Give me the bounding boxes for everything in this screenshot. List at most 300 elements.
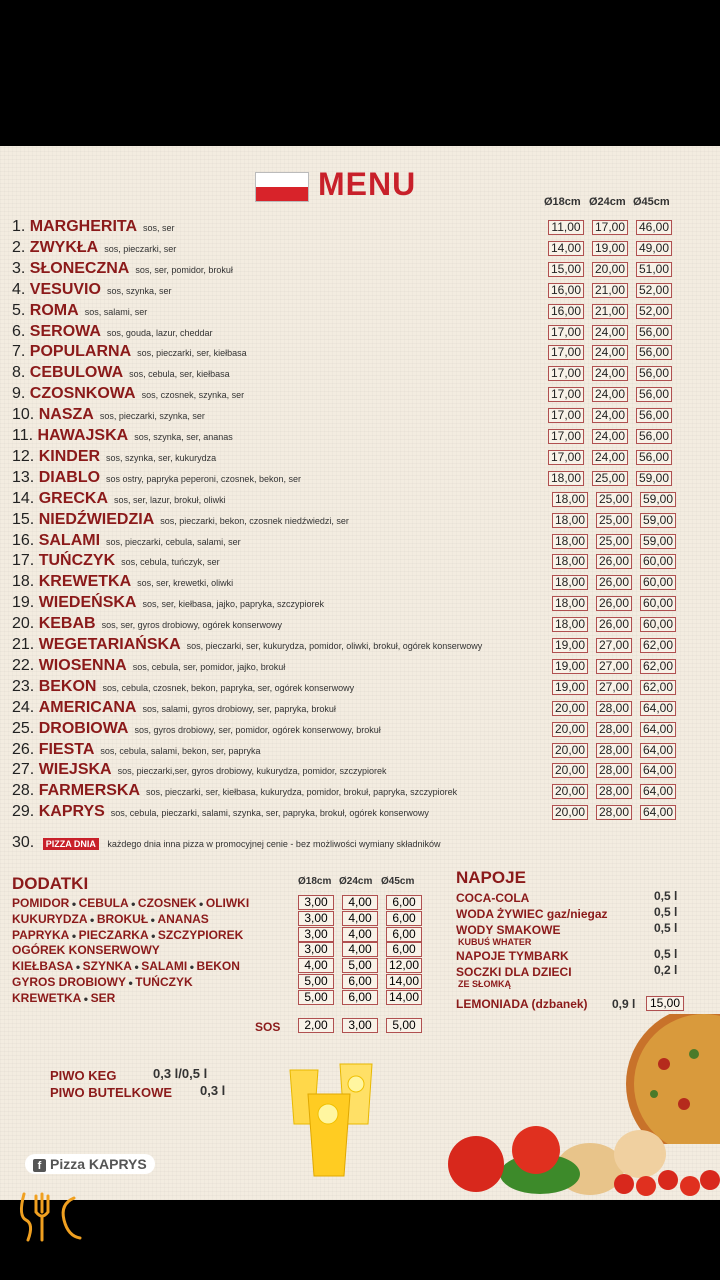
pizza-price-box: 18,00 (548, 471, 584, 486)
pizza-row (12, 594, 324, 614)
pizza-price-box: 59,00 (636, 471, 672, 486)
pizza-ingredients: sos, ser, kiełbasa, jajko, papryka, szczypiorek (142, 599, 325, 610)
pizza-price-box: 20,00 (552, 763, 588, 778)
pizza-price-box: 15,00 (548, 262, 584, 277)
pizza-name: DIABLO (38, 468, 101, 486)
pizza-price-box: 20,00 (552, 743, 588, 758)
pizza-price-box: 62,00 (640, 659, 676, 674)
size-header-18: Ø18cm (544, 196, 581, 208)
pizza-row (12, 239, 176, 259)
pizza-number: 22. (12, 656, 35, 674)
pizza-price-box: 24,00 (592, 408, 628, 423)
pizza-price-box: 24,00 (592, 325, 628, 340)
lemonade-glasses-image (270, 1054, 400, 1184)
pizza-ingredients: sos, salami, ser (84, 306, 148, 317)
pizza-number: 20. (12, 615, 35, 633)
pizza-ingredients: sos, szynka, ser, ananas (134, 432, 233, 442)
dodatki-row (12, 975, 193, 989)
pizza-ingredients: sos, pieczarki, szynka, ser (99, 411, 205, 422)
pizza-row (12, 260, 233, 280)
drink-volume: 0,5 l (654, 921, 678, 935)
pizza-number: 6. (12, 322, 26, 340)
drink-name: WODY SMAKOWE (456, 923, 561, 937)
sos-price: 5,00 (386, 1018, 422, 1033)
pizza-row (12, 699, 336, 719)
dodatki-price-box: 4,00 (342, 911, 378, 926)
pizza-number: 8. (12, 364, 26, 382)
pizza-ingredients: sos, salami, gyros drobiowy, ser, papryka, brokuł (142, 703, 336, 714)
dodatki-item: POMIDOR (12, 896, 70, 910)
pizza-price-box: 52,00 (636, 304, 672, 319)
pizza-name: KINDER (38, 447, 101, 465)
pizza-ingredients: sos, ser, krewetki, oliwki (137, 578, 234, 589)
dodatki-item: GYROS DROBIOWY (12, 975, 127, 989)
bullet-icon: ● (148, 930, 158, 940)
pizza-number: 19. (12, 594, 35, 612)
pizza-price-box: 24,00 (592, 366, 628, 381)
pizza-price-box: 21,00 (592, 304, 628, 319)
pizza-price-box: 25,00 (596, 534, 632, 549)
dodatki-item: SZYNKA (82, 959, 132, 974)
pizza-price-box: 56,00 (636, 408, 672, 423)
pizza-price-box: 62,00 (640, 680, 676, 695)
pizza-row (12, 218, 175, 238)
facebook-name: Pizza KAPRYS (50, 1156, 147, 1172)
drink-volume: 0,5 l (654, 947, 678, 961)
pizza-number: 23. (12, 677, 35, 695)
pizza-price-box: 28,00 (596, 763, 632, 778)
dodatki-item: OLIWKI (205, 896, 250, 910)
drink-volume: 0,5 l (654, 905, 678, 919)
dodatki-item: KIEŁBASA (12, 959, 74, 974)
pizza-number: 16. (12, 531, 35, 549)
pizza-ingredients: sos, cebula, salami, bekon, ser, papryka (100, 745, 261, 756)
pizza-number: 18. (12, 573, 35, 591)
pizza-number: 3. (12, 259, 26, 277)
drink-name: WODA ŻYWIEC gaz/niegaz (456, 907, 608, 921)
pizza-price-box: 59,00 (640, 492, 676, 507)
menu-sheet (0, 146, 720, 1200)
pizza-price-box: 64,00 (640, 701, 676, 716)
piwo-keg-volume: 0,3 l/0,5 l (153, 1066, 208, 1081)
pizza-row (12, 532, 241, 552)
dodatki-price-box: 3,00 (298, 942, 334, 957)
pizza-dnia-badge: PIZZA DNIA (43, 838, 99, 850)
dodatki-price-box: 6,00 (342, 990, 378, 1005)
pizza-number: 29. (12, 803, 35, 821)
pizza-number: 10. (12, 406, 35, 424)
pizza-number: 15. (12, 510, 35, 528)
dodatki-price-box: 5,00 (298, 974, 334, 989)
pizza-name: ZWYKŁA (29, 238, 99, 256)
bullet-icon: ● (131, 962, 142, 972)
pizza-ingredients: sos, pieczarki, ser, kukurydza, pomidor, oliwki, brokuł, ogórek konserwowy (186, 641, 483, 651)
pizza-price-box: 20,00 (552, 784, 588, 799)
dodatki-item: BROKUŁ (96, 911, 149, 926)
dodatki-price-box: 6,00 (386, 911, 422, 926)
pizza-name: WIEJSKA (38, 761, 112, 779)
pizza-number: 1. (12, 218, 26, 235)
pizza-price-box: 46,00 (636, 220, 672, 235)
pizza-ingredients: sos, cebula, ser, pomidor, jajko, brokuł (132, 661, 286, 672)
bullet-icon: ● (87, 915, 97, 925)
pizza-price-box: 59,00 (640, 534, 676, 549)
pizza-ingredients: sos, ser, pomidor, brokuł (135, 264, 233, 275)
dodatki-item: TUŃCZYK (135, 975, 193, 989)
pizza-name: DROBIOWA (38, 719, 129, 737)
pizza-price-box: 17,00 (548, 345, 584, 360)
pizza-price-box: 59,00 (640, 513, 676, 528)
pizza-number: 7. (12, 343, 26, 361)
pizza-name: KEBAB (38, 615, 96, 633)
pizza-price-box: 56,00 (636, 387, 672, 402)
dodatki-item: CZOSNEK (137, 896, 197, 910)
dodatki-row (12, 928, 243, 942)
dodatki-item: ANANAS (157, 911, 209, 926)
pizza-price-box: 56,00 (636, 429, 672, 444)
pizza-name: ROMA (29, 301, 79, 319)
dodatki-price-box: 12,00 (386, 958, 422, 973)
pizza-row (12, 448, 216, 468)
dodatki-price-box: 4,00 (298, 958, 334, 973)
dodatki-item: PAPRYKA (12, 927, 70, 942)
drink-subtitle: KUBUŚ WHATER (458, 937, 532, 947)
pizza-price-box: 26,00 (596, 596, 632, 611)
dodatki-price-box: 3,00 (298, 911, 334, 926)
pizza-number: 24. (12, 698, 35, 716)
pizza-price-box: 64,00 (640, 763, 676, 778)
pizza-price-box: 27,00 (596, 638, 632, 653)
sos-label: SOS (255, 1020, 281, 1034)
pizza-price-box: 26,00 (596, 617, 632, 632)
pizza-name: FARMERSKA (38, 782, 141, 800)
pizza-price-box: 18,00 (552, 596, 588, 611)
pizza-row (12, 406, 205, 426)
dodatki-price-box: 4,00 (342, 895, 378, 910)
facebook-badge[interactable] (25, 1154, 155, 1174)
pizza-name: SALAMI (38, 531, 101, 549)
pizza-ingredients: sos ostry, papryka peperoni, czosnek, bekon, ser (106, 473, 301, 484)
dodatki-price-box: 6,00 (342, 974, 378, 989)
dodatki-item: KUKURYDZA (12, 911, 88, 926)
pizza-price-box: 24,00 (592, 387, 628, 402)
pizza-row (12, 511, 349, 531)
pizza-row (12, 385, 244, 405)
dodatki-price-box: 3,00 (298, 895, 334, 910)
pizza-price-box: 19,00 (552, 680, 588, 695)
dodatki-price-box: 14,00 (386, 974, 422, 989)
pizza-name: WEGETARIAŃSKA (38, 636, 181, 653)
pizza-price-box: 16,00 (548, 304, 584, 319)
dodatki-price-box: 5,00 (342, 958, 378, 973)
pizza-price-box: 18,00 (552, 513, 588, 528)
lemoniada-volume: 0,9 l (612, 997, 636, 1011)
pizza-name: SŁONECZNA (29, 259, 130, 277)
dodatki-item: SER (90, 990, 116, 1005)
pizza-price-box: 28,00 (596, 701, 632, 716)
pizza-ingredients: sos, pieczarki, cebula, salami, ser (106, 536, 241, 547)
pizza-price-box: 18,00 (552, 534, 588, 549)
pizza-price-box: 25,00 (596, 492, 632, 507)
size-header-45: Ø45cm (633, 196, 670, 208)
pizza-price-box: 17,00 (548, 450, 584, 465)
pizza-name: KAPRYS (38, 803, 105, 821)
drink-name: SOCZKI DLA DZIECI (456, 965, 572, 979)
pizza-price-box: 49,00 (636, 241, 672, 256)
dodatki-row (12, 991, 115, 1005)
pizza-ingredients: sos, cebula, ser, kiełbasa (129, 369, 230, 380)
pizza-price-box: 26,00 (596, 575, 632, 590)
pizza-number: 5. (12, 301, 26, 319)
pizza-name: WIOSENNA (38, 656, 127, 674)
pizza-number: 14. (12, 489, 35, 507)
pizza-row (12, 615, 282, 635)
pizza-name: VESUVIO (29, 280, 101, 298)
bullet-icon: ● (69, 930, 79, 940)
bullet-icon: ● (69, 899, 79, 909)
pizza-row (12, 761, 387, 781)
pizza-price-box: 28,00 (596, 784, 632, 799)
pizza-number: 13. (12, 468, 35, 486)
dodatki-price-box: 6,00 (386, 942, 422, 957)
dodatki-item: SZCZYPIOREK (157, 927, 244, 942)
napoje-title: NAPOJE (456, 868, 526, 887)
pizza-name: HAWAJSKA (37, 427, 129, 444)
bullet-icon: ● (148, 915, 158, 925)
pizza-row (12, 741, 261, 761)
pizza-ingredients: sos, szynka, ser, kukurydza (106, 452, 217, 463)
pizza-row (12, 657, 285, 677)
vegetables-image (440, 1114, 720, 1200)
pizza-name: BEKON (38, 677, 97, 695)
pizza-price-box: 25,00 (596, 513, 632, 528)
pizza-price-box: 26,00 (596, 554, 632, 569)
pizza-ingredients: sos, pieczarki, ser, kiełbasa, kukurydza, pomidor, brokuł, papryka, szczypiorek (146, 787, 458, 798)
drink-volume: 0,2 l (654, 963, 678, 977)
bullet-icon: ● (128, 899, 138, 909)
lemoniada-label: LEMONIADA (dzbanek) (456, 997, 588, 1011)
pizza-price-box: 20,00 (592, 262, 628, 277)
bullet-icon: ● (81, 994, 91, 1004)
dodatki-item: KREWETKA (12, 990, 82, 1005)
pizza-row (12, 469, 301, 489)
pizza-ingredients: sos, szynka, ser (106, 285, 172, 296)
bullet-icon: ● (126, 978, 136, 988)
pizza-price-box: 19,00 (592, 241, 628, 256)
pizza-price-box: 64,00 (640, 805, 676, 820)
pizza-name: KREWETKA (38, 573, 132, 591)
pizza-dnia-row (12, 834, 440, 854)
pizza-price-box: 16,00 (548, 283, 584, 298)
piwo-butelkowe-volume: 0,3 l (200, 1083, 226, 1098)
dodatki-row (12, 912, 209, 926)
pizza-ingredients: sos, ser, lazur, brokuł, oliwki (114, 494, 226, 505)
drink-name: NAPOJE TYMBARK (456, 949, 569, 963)
pizza-price-box: 64,00 (640, 722, 676, 737)
dodatki-header-18: Ø18cm (298, 876, 332, 887)
pizza-price-box: 17,00 (548, 408, 584, 423)
piwo-keg-label: PIWO KEG (50, 1068, 117, 1083)
dodatki-item: BEKON (196, 959, 240, 974)
pizza-ingredients: sos, pieczarki,ser, gyros drobiowy, kukurydza, pomidor, szczypiorek (117, 766, 387, 777)
dodatki-title: DODATKI (12, 874, 89, 893)
dodatki-row (12, 943, 160, 957)
pizza-price-box: 27,00 (596, 680, 632, 695)
pizza-price-box: 27,00 (596, 659, 632, 674)
pizza-price-box: 60,00 (640, 617, 676, 632)
pizza-number: 11. (12, 427, 34, 444)
pizza-ingredients: sos, gyros drobiowy, ser, pomidor, ogórek konserwowy, brokuł (134, 724, 381, 735)
pizza-number: 30. (12, 834, 35, 851)
pizza-row (12, 281, 171, 301)
pizza-price-box: 62,00 (640, 638, 676, 653)
dodatki-item: OGÓREK KONSERWOWY (12, 943, 160, 958)
pizza-price-box: 60,00 (640, 575, 676, 590)
bullet-icon: ● (187, 962, 197, 972)
facebook-icon: f (33, 1159, 46, 1172)
pizza-row (12, 720, 381, 740)
pizza-name: NASZA (38, 406, 94, 424)
pizza-name: TUŃCZYK (38, 552, 116, 570)
pizza-name: WIEDEŃSKA (38, 594, 137, 612)
pizza-price-box: 64,00 (640, 743, 676, 758)
pizza-number: 28. (12, 782, 35, 800)
dodatki-price-box: 5,00 (298, 990, 334, 1005)
dodatki-price-box: 3,00 (298, 927, 334, 942)
pizza-name: CEBULOWA (29, 364, 124, 382)
pizza-price-box: 18,00 (552, 617, 588, 632)
dodatki-price-box: 4,00 (342, 927, 378, 942)
pizza-name: FIESTA (38, 740, 95, 758)
fork-logo-icon (14, 1186, 94, 1246)
bullet-icon: ● (196, 899, 206, 909)
pizza-row (12, 490, 226, 510)
piwo-butelkowe-label: PIWO BUTELKOWE (50, 1085, 173, 1100)
pizza-price-box: 17,00 (548, 325, 584, 340)
pizza-row (12, 302, 147, 322)
pizza-price-box: 21,00 (592, 283, 628, 298)
dodatki-header-45: Ø45cm (381, 876, 415, 887)
pizza-price-box: 19,00 (552, 638, 588, 653)
pizza-row (12, 552, 220, 572)
pizza-ingredients: sos, cebula, tuńczyk, ser (121, 557, 220, 568)
pizza-price-box: 28,00 (596, 805, 632, 820)
pizza-number: 9. (12, 385, 26, 403)
pizza-price-box: 28,00 (596, 743, 632, 758)
pizza-price-box: 24,00 (592, 450, 628, 465)
pizza-name: CZOSNKOWA (29, 385, 136, 403)
size-header-24: Ø24cm (589, 196, 626, 208)
menu-title: MENU (318, 166, 417, 202)
pizza-row (12, 343, 247, 363)
pizza-name: GRECKA (38, 489, 109, 507)
pizza-number: 27. (12, 761, 35, 779)
pizza-row (12, 573, 233, 593)
pizza-number: 4. (12, 280, 26, 298)
pizza-price-box: 51,00 (636, 262, 672, 277)
pizza-ingredients: sos, cebula, czosnek, bekon, papryka, ser, ogórek konserwowy (102, 682, 355, 693)
pizza-ingredients: sos, cebula, pieczarki, salami, szynka, ser, papryka, brokuł, ogórek konserwowy (110, 808, 429, 819)
pizza-number: 26. (12, 740, 35, 758)
pizza-price-box: 60,00 (640, 596, 676, 611)
pizza-price-box: 17,00 (548, 366, 584, 381)
dodatki-price-box: 14,00 (386, 990, 422, 1005)
sos-price: 2,00 (298, 1018, 334, 1033)
pizza-number: 21. (12, 636, 35, 653)
pizza-ingredients: sos, ser (143, 223, 175, 233)
pizza-row (12, 636, 482, 656)
dodatki-item: PIECZARKA (78, 927, 149, 942)
lemoniada-price: 15,00 (646, 996, 684, 1011)
pizza-row (12, 364, 230, 384)
pizza-row (12, 782, 457, 802)
pizza-number: 12. (12, 447, 35, 465)
poland-flag-icon (255, 172, 309, 202)
pizza-price-box: 18,00 (552, 554, 588, 569)
pizza-name: MARGHERITA (29, 218, 138, 235)
pizza-price-box: 20,00 (552, 722, 588, 737)
pizza-price-box: 60,00 (640, 554, 676, 569)
sos-price: 3,00 (342, 1018, 378, 1033)
pizza-price-box: 14,00 (548, 241, 584, 256)
pizza-row (12, 803, 429, 823)
pizza-price-box: 17,00 (592, 220, 628, 235)
pizza-number: 17. (12, 552, 35, 570)
pizza-number: 25. (12, 719, 35, 737)
pizza-price-box: 56,00 (636, 366, 672, 381)
dodatki-header-24: Ø24cm (339, 876, 373, 887)
pizza-price-box: 24,00 (592, 345, 628, 360)
pizza-ingredients: sos, pieczarki, ser, kiełbasa (137, 348, 247, 359)
pizza-price-box: 28,00 (596, 722, 632, 737)
pizza-ingredients: sos, pieczarki, ser (104, 243, 177, 254)
dodatki-price-box: 6,00 (386, 895, 422, 910)
pizza-price-box: 24,00 (592, 429, 628, 444)
dodatki-item: SALAMI (141, 959, 188, 974)
pizza-row (12, 323, 213, 343)
pizza-name: POPULARNA (29, 343, 132, 361)
pizza-price-box: 11,00 (548, 220, 584, 235)
drink-subtitle: ZE SŁOMKĄ (458, 979, 511, 989)
pizza-row (12, 678, 354, 698)
pizza-price-box: 17,00 (548, 429, 584, 444)
pizza-price-box: 20,00 (552, 805, 588, 820)
drink-volume: 0,5 l (654, 889, 678, 903)
pizza-price-box: 56,00 (636, 450, 672, 465)
pizza-number: 2. (12, 238, 26, 256)
pizza-price-box: 18,00 (552, 492, 588, 507)
pizza-name: NIEDŹWIEDZIA (38, 510, 155, 528)
pizza-ingredients: sos, pieczarki, bekon, czosnek niedźwiedzi, ser (160, 515, 349, 526)
pizza-ingredients: sos, ser, gyros drobiowy, ogórek konserwowy (101, 620, 283, 631)
pizza-price-box: 20,00 (552, 701, 588, 716)
pizza-price-box: 25,00 (592, 471, 628, 486)
pizza-price-box: 18,00 (552, 575, 588, 590)
pizza-row (12, 427, 233, 447)
pizza-price-box: 56,00 (636, 345, 672, 360)
dodatki-price-box: 6,00 (386, 927, 422, 942)
bullet-icon: ● (73, 962, 83, 972)
pizza-name: SEROWA (29, 322, 101, 340)
drink-name: COCA-COLA (456, 891, 530, 905)
pizza-price-box: 64,00 (640, 784, 676, 799)
dodatki-item: CEBULA (78, 896, 129, 910)
pizza-price-box: 52,00 (636, 283, 672, 298)
pizza-price-box: 17,00 (548, 387, 584, 402)
pizza-price-box: 56,00 (636, 325, 672, 340)
dodatki-row (12, 959, 240, 973)
pizza-ingredients: sos, czosnek, szynka, ser (141, 390, 245, 401)
